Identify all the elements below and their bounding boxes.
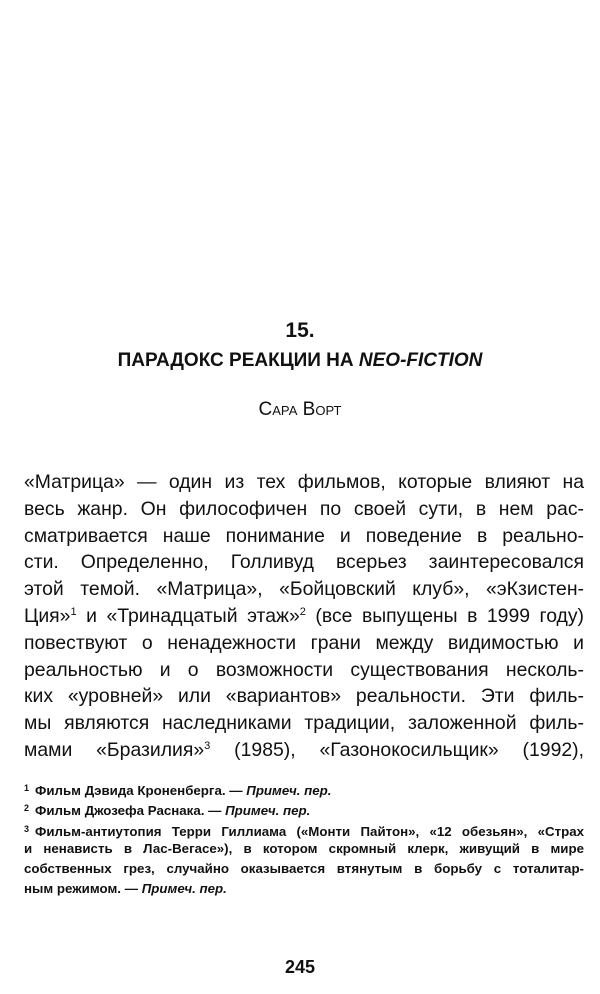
footnote-number: 3 xyxy=(24,823,30,834)
footnote-text: Фильм Дэвида Кроненберга. — xyxy=(35,783,247,798)
page-number: 245 xyxy=(284,957,316,977)
body-line xyxy=(24,737,584,764)
footnote-ref: 3 xyxy=(204,739,211,752)
body-line: этой темой. «Матрица», «Бойцовский клуб», «эКзистен- xyxy=(24,578,584,601)
body-line: повествуют о ненадежности грани между видимостью и xyxy=(24,631,584,654)
footnote-1 xyxy=(24,778,584,798)
body-fragment: (все выпущены в 1999 году) xyxy=(315,604,585,627)
chapter-title-main: ПАРАДОКС РЕАКЦИИ НА xyxy=(117,350,359,371)
footnote-ref: 1 xyxy=(70,605,77,618)
footnote-ref: 2 xyxy=(299,605,306,618)
body-fragment: Ция» xyxy=(24,604,71,627)
footnote-number: 2 xyxy=(24,803,30,814)
chapter-number: 15. xyxy=(285,319,315,342)
body-line: сматривается наше понимание и поведение в реально- xyxy=(24,524,584,547)
chapter-title-italic: NEO-FICTION xyxy=(358,350,483,371)
footnote-text: Фильм Джозефа Раснака. — xyxy=(35,803,226,819)
footnote-text: Фильм-антиутопия Терри Гиллиама («Монти Пайтон», «12 обезьян», «Страх xyxy=(35,823,584,839)
body-line: сти. Определенно, Голливуд всерьез заинтересовался xyxy=(24,551,584,574)
body-line: ких «уровней» или «вариантов» реальности. Эти филь- xyxy=(24,685,584,708)
footnotes xyxy=(24,778,584,900)
footnote-text: ным режимом. — xyxy=(24,881,142,897)
body-line xyxy=(24,603,584,630)
footnote-3-cont: собственных грез, случайно оказывается втянутым в борьбу с тоталитар- xyxy=(24,861,584,877)
body-line: «Матрица» — один из тех фильмов, которые влияют на xyxy=(24,471,584,493)
body-fragment: (1985), «Газонокосильщик» (1992), xyxy=(234,738,584,761)
footnote-3-end xyxy=(24,879,584,899)
body-fragment: мами «Бразилия» xyxy=(24,738,205,761)
author-name: Сара Ворт xyxy=(258,399,342,420)
footnote-3-cont: и ненависть в Лас-Вегасе»), в котором скромный клерк, живущий в мире xyxy=(24,840,584,856)
body-line: весь жанр. Он философичен по своей сути, в нем рас- xyxy=(24,497,584,520)
body-text xyxy=(24,469,584,764)
footnote-note: Примеч. пер. xyxy=(225,803,311,819)
chapter-title xyxy=(0,348,600,374)
footnote-3 xyxy=(24,819,584,839)
body-fragment: и «Тринадцатый этаж» xyxy=(86,604,300,627)
body-line: мы являются наследниками традиции, заложенной филь- xyxy=(24,712,584,735)
body-line: реальностью и о возможности существования несколь- xyxy=(24,658,584,681)
footnote-note: Примеч. пер. xyxy=(141,881,227,897)
footnote-number: 1 xyxy=(24,783,30,793)
footnote-2 xyxy=(24,798,584,818)
footnote-note: Примеч. пер. xyxy=(246,783,332,798)
